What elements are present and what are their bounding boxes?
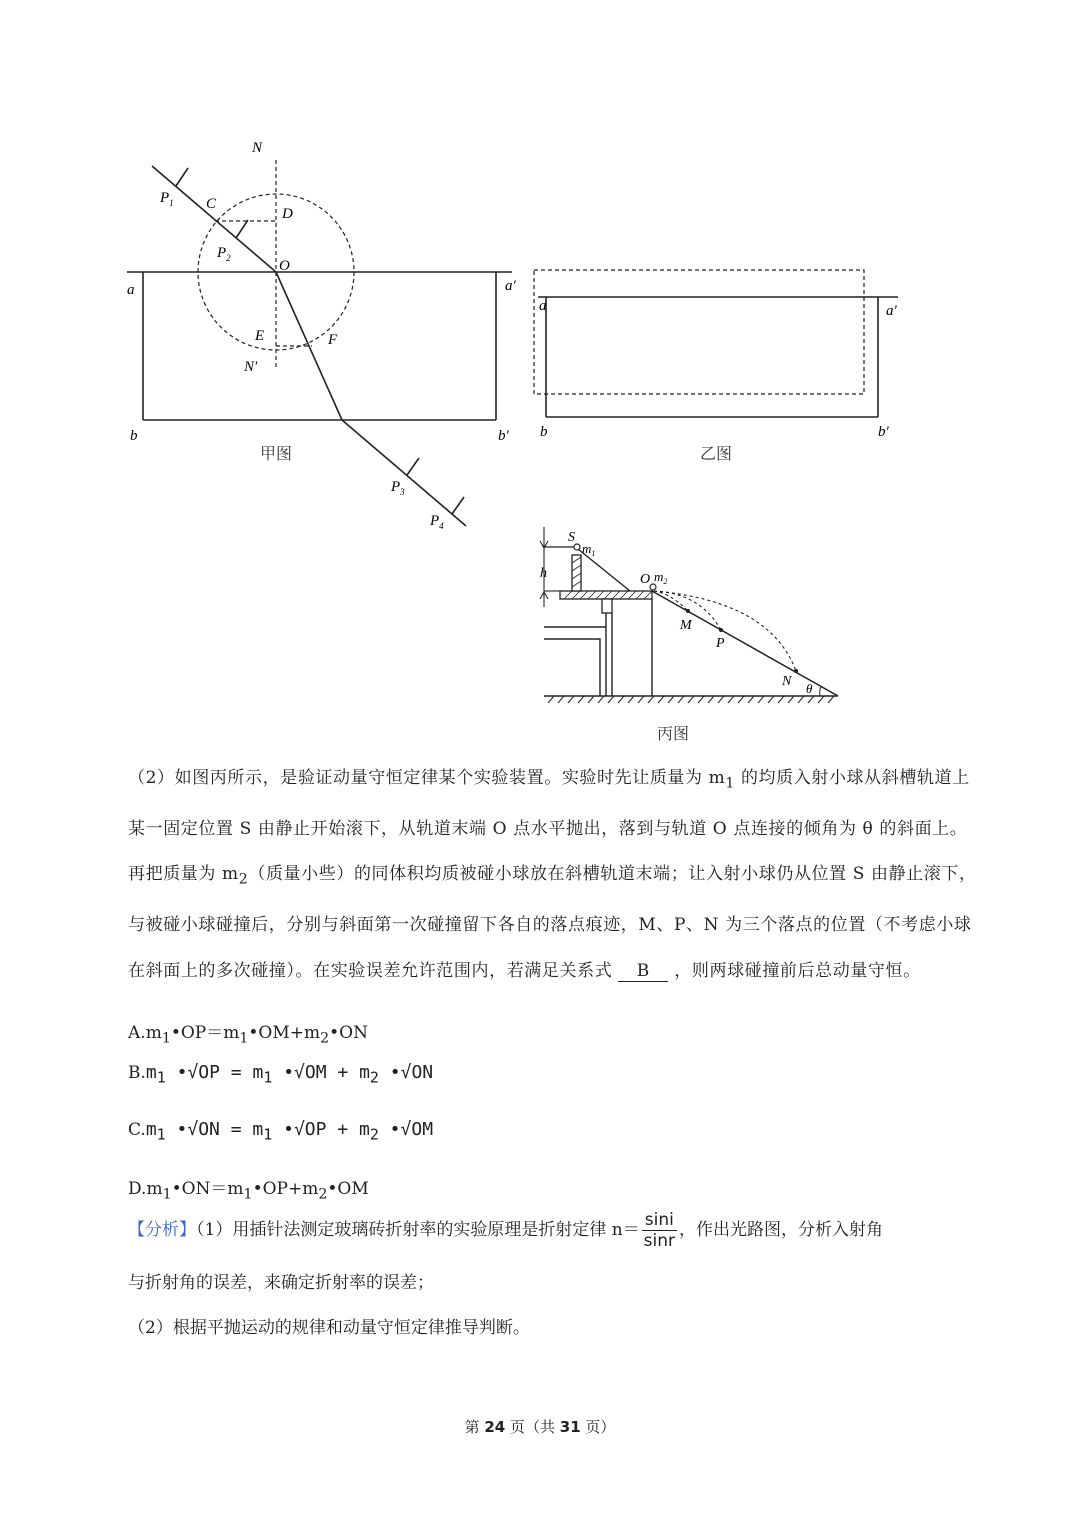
pin-p1 <box>176 168 188 186</box>
table-neck <box>602 599 612 613</box>
label-p4: $P_4$ <box>430 513 444 531</box>
question-intro: （2）如图丙所示，是验证动量守恒定律某个实验装置。实验时先让质量为 m <box>128 768 726 788</box>
label-f: F <box>328 332 338 348</box>
emergent-ray <box>342 420 466 526</box>
question-body-1: 的均质入射小球从斜槽轨道上某一固定位置 S 由静止开始滚下，从轨道末端 O 点水平抛出，落到与轨道 O 点连接的倾角为 θ 的斜面上。再把质量为 m <box>128 768 970 885</box>
pin-p2 <box>236 220 248 238</box>
label-m: M <box>680 618 692 633</box>
label-h: h <box>540 566 547 581</box>
label-n: N <box>252 140 263 156</box>
option-c: $C.m_1$ •√ON = $m_1$ •√OP + $m_2$ •√OM <box>128 1119 434 1144</box>
label-a-prime: a′ <box>505 278 516 294</box>
label-b: b <box>130 428 138 444</box>
label-p1: $P_1$ <box>160 190 174 208</box>
page-footer: 第 24 页（共 31 页） <box>464 1418 616 1436</box>
option-a: $A.m_1•OP=m_1•OM+m_2•ON$ <box>128 1023 368 1047</box>
page-number: 24 <box>484 1418 506 1436</box>
caption-jia: 甲图 <box>260 444 293 463</box>
option-d: $D.m_1•ON=m_1•OP+m_2•OM$ <box>128 1179 369 1203</box>
label-theta: θ <box>806 681 813 696</box>
label-p2: $P_2$ <box>217 245 231 263</box>
table-top <box>560 591 652 599</box>
option-b: $B.m_1$ •√OP = $m_1$ •√OM + $m_2$ •√ON <box>128 1062 434 1087</box>
label-b-prime: b′ <box>878 424 889 440</box>
table-frame <box>544 613 612 696</box>
label-n: N <box>782 674 792 689</box>
caption-yi: 乙图 <box>700 444 733 463</box>
incident-ray <box>152 166 276 272</box>
label-a: a <box>539 298 547 314</box>
ball-m2 <box>650 584 656 590</box>
point-p <box>719 628 723 632</box>
label-s: S <box>568 530 575 545</box>
label-p3: $P_3$ <box>391 479 405 497</box>
pin-p4 <box>452 497 464 514</box>
point-n <box>794 669 798 673</box>
analysis-line-2: 与折射角的误差，来确定折射率的误差； <box>128 1273 434 1293</box>
label-b: b <box>540 424 548 440</box>
label-m1: $m_1$ <box>582 541 596 558</box>
question-paragraph: （2）如图丙所示，是验证动量守恒定律某个实验装置。实验时先让质量为 $m_1$ 的均质入射小球从斜槽轨道上某一固定位置 S 由静止开始滚下，从轨道末端 O 点水平抛出，落到与轨道 O 点连接的倾角为 θ 的斜面上。再把质量为 $m_2$（质量小些）的同体积均质被碰小球放在斜槽轨道末端；让入射小球仍从位置 S 由静止滚下，与被碰小球碰撞后，分别与斜面第一次碰撞留下各自的落点痕迹，M、P、N 为三个落点的位置（不考虑小球在斜面上的多次碰撞）。在实验误差允许范围内，若满足关系式 B ，则两球碰撞前后总动量守恒。 <box>128 768 977 981</box>
answer-blank: B <box>618 961 668 982</box>
analysis-tag: 【分析】 <box>128 1220 196 1240</box>
trajectory-n <box>654 591 796 671</box>
analysis-line-1: 【分析】（1）用插针法测定玻璃砖折射率的实验原理是折射定律 n＝ $\frac{\sin i}{\sin r}$ ，作出光路图，分析入射角 <box>128 1210 884 1251</box>
label-n-prime: N′ <box>244 359 258 375</box>
label-e: E <box>255 328 265 344</box>
label-m2: $m_2$ <box>654 569 668 586</box>
question-body-3: ，则两球碰撞前后总动量守恒。 <box>668 960 921 981</box>
dashed-outline <box>534 270 864 394</box>
ground-hatch <box>548 696 834 703</box>
label-a: a <box>127 282 135 298</box>
label-c: C <box>206 196 217 212</box>
label-d: D <box>282 206 293 222</box>
label-a-prime: a′ <box>886 303 897 319</box>
question-body-2: （质量小些）的同体积均质被碰小球放在斜槽轨道末端；让入射小球仍从位置 S 由静止滚下，与被碰小球碰撞后，分别与斜面第一次碰撞留下各自的落点痕迹，M、P、N 为三个落点的位置（不考虑小球在斜面上的多次碰撞）。在实验误差允许范围内，若满足关系式 <box>128 864 977 981</box>
caption-bing: 丙图 <box>657 724 690 743</box>
theta-arc <box>820 686 821 696</box>
label-p: P <box>716 636 725 651</box>
snell-fraction: $\frac{\sin i}{\sin r}$ <box>643 1210 676 1251</box>
page-total: 31 <box>559 1418 581 1436</box>
label-b-prime: b′ <box>498 428 509 444</box>
figure-yi <box>520 260 920 460</box>
pin-p3 <box>407 458 419 475</box>
label-o: O <box>640 572 651 587</box>
figure-bing <box>520 515 860 715</box>
label-o: O <box>279 258 290 274</box>
point-m <box>686 609 690 613</box>
analysis-line-3: （2）根据平抛运动的规律和动量守恒定律推导判断。 <box>128 1318 530 1338</box>
